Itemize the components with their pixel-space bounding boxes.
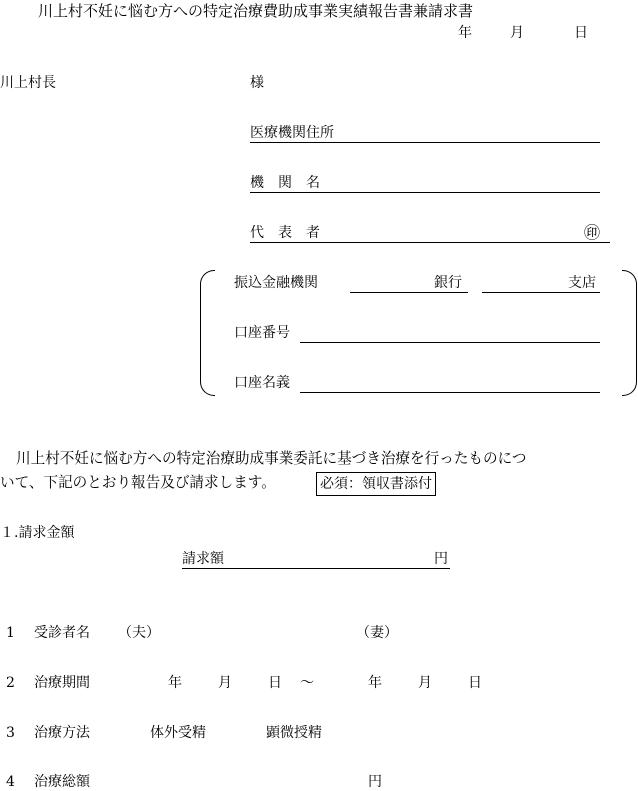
claim-amount-label: 請求額 xyxy=(182,551,224,567)
item-2-month-end: 月 xyxy=(418,675,432,691)
claim-yen: 円 xyxy=(434,551,448,567)
item-2-year-end: 年 xyxy=(368,675,382,691)
item-2-month: 月 xyxy=(218,675,232,691)
item-3-label: 治療方法 xyxy=(34,725,90,741)
account-holder-line[interactable] xyxy=(300,392,600,393)
item-3-option-icsi[interactable]: 顕微授精 xyxy=(266,725,322,741)
item-1-husband: （夫） xyxy=(118,625,160,641)
item-3-number: 3 xyxy=(6,725,15,741)
account-number-line[interactable] xyxy=(300,342,600,343)
branch-name-line[interactable] xyxy=(482,292,600,293)
bank-bracket-right xyxy=(622,270,637,396)
item-4-yen: 円 xyxy=(368,774,382,790)
date-year: 年 xyxy=(458,25,472,41)
required-note: 必須：領収書添付 xyxy=(316,472,436,496)
bank-account-label: 振込金融機関 xyxy=(234,275,318,291)
item-4-label: 治療総額 xyxy=(34,774,90,790)
item-2-day: 日 xyxy=(268,675,282,691)
institution-address-line[interactable] xyxy=(250,142,600,143)
body-line-2: いて、下記のとおり報告及び請求します。 xyxy=(0,474,276,491)
representative-line[interactable] xyxy=(250,242,610,243)
account-holder-label: 口座名義 xyxy=(234,375,290,391)
date-day: 日 xyxy=(574,25,588,41)
bank-suffix: 銀行 xyxy=(434,275,462,291)
item-2-day-end: 日 xyxy=(468,675,482,691)
item-3-option-ivf[interactable]: 体外受精 xyxy=(150,725,206,741)
bank-bracket-left xyxy=(200,270,215,396)
institution-name-label: 機 関 名 xyxy=(250,175,320,191)
item-2-year: 年 xyxy=(168,675,182,691)
item-4-number: 4 xyxy=(6,774,15,790)
item-2-number: 2 xyxy=(6,675,15,691)
bank-name-line[interactable] xyxy=(350,292,468,293)
item-1-wife: （妻） xyxy=(356,625,398,641)
institution-name-line[interactable] xyxy=(250,192,600,193)
item-1-label: 受診者名 xyxy=(34,625,90,641)
item-2-label: 治療期間 xyxy=(34,675,90,691)
item-2-tilde: ～ xyxy=(300,675,314,691)
claim-amount-line[interactable] xyxy=(182,568,450,569)
addressee-honorific: 様 xyxy=(250,75,264,91)
item-1-number: 1 xyxy=(6,625,15,641)
body-line-1: 川上村不妊に悩む方への特定治療助成事業委託に基づき治療を行ったものにつ xyxy=(16,450,527,467)
branch-suffix: 支店 xyxy=(568,275,596,291)
representative-label: 代 表 者 xyxy=(250,225,320,241)
claim-heading: １.請求金額 xyxy=(0,525,75,541)
date-month: 月 xyxy=(510,25,524,41)
document-title: 川上村不妊に悩む方への特定治療費助成事業実績報告書兼請求書 xyxy=(38,2,474,20)
seal-mark: ㊞ xyxy=(584,223,601,242)
institution-address-label: 医療機関住所 xyxy=(250,125,334,141)
addressee-name: 川上村長 xyxy=(0,75,56,91)
account-number-label: 口座番号 xyxy=(234,325,290,341)
